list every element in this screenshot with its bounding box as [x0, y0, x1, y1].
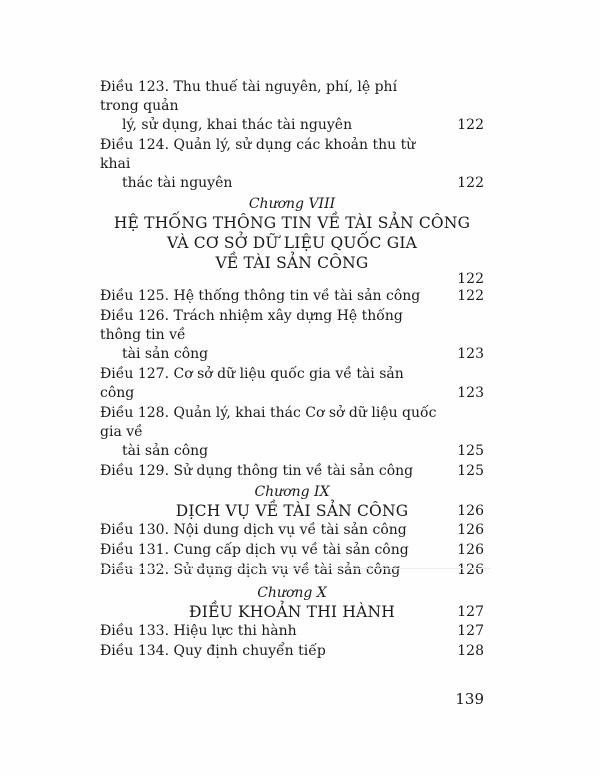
toc-entry-text: Điều 133. Hiệu lực thi hành	[100, 623, 297, 639]
chapter-x	[100, 584, 484, 622]
toc-page-number: 126	[457, 522, 484, 538]
chapter-title-line: DỊCH VỤ VỀ TÀI SẢN CÔNG	[175, 502, 409, 520]
toc-entry-133	[100, 622, 484, 641]
table-of-contents	[100, 78, 484, 662]
toc-page-number: 126	[457, 562, 484, 578]
toc-page-number: 127	[457, 604, 484, 620]
toc-page-number: 125	[457, 443, 484, 459]
toc-entry-text: Điều 126. Trách nhiệm xây dựng Hệ thống thông tin về	[100, 308, 403, 343]
toc-entry-text-cont: thác tài nguyên	[122, 175, 233, 191]
toc-entry-text-cont: lý, sử dụng, khai thác tài nguyên	[122, 117, 353, 133]
chapter-title-line: VỀ TÀI SẢN CÔNG	[215, 254, 369, 272]
toc-entry-text-cont: tài sản công	[122, 443, 209, 459]
toc-entry-132	[100, 561, 484, 580]
toc-page-number: 126	[457, 503, 484, 519]
toc-entry-131	[100, 541, 484, 560]
chapter-label: Chương X	[257, 585, 327, 601]
toc-page-number: 125	[457, 463, 484, 479]
chapter-title-line: HỆ THỐNG THÔNG TIN VỀ TÀI SẢN CÔNG	[113, 214, 471, 232]
toc-entry-text: Điều 130. Nội dung dịch vụ về tài sản công	[100, 522, 407, 538]
toc-entry-127	[100, 365, 484, 403]
toc-page-number: 128	[457, 643, 484, 659]
chapter-title-line: ĐIỀU KHOẢN THI HÀNH	[189, 603, 395, 621]
toc-entry-text: Điều 125. Hệ thống thông tin về tài sản công	[100, 288, 421, 304]
toc-entry-text: Điều 134. Quy định chuyển tiếp	[100, 643, 326, 659]
toc-entry-134	[100, 642, 484, 661]
toc-entry-text-cont: tài sản công	[122, 346, 209, 362]
toc-entry-text: Điều 124. Quản lý, sử dụng các khoản thu từ khai	[100, 137, 416, 172]
toc-entry-text: Điều 132. Sử dụng dịch vụ về tài sản công	[100, 562, 401, 578]
toc-page-number: 122	[457, 175, 484, 191]
toc-page-number: 122	[457, 117, 484, 133]
toc-entry-text: Điều 131. Cung cấp dịch vụ về tài sản công	[100, 542, 409, 558]
bleed-through-rule	[100, 568, 490, 569]
toc-entry-123	[100, 78, 484, 135]
toc-entry-128	[100, 404, 484, 461]
toc-page-number: 123	[457, 385, 484, 401]
toc-page-number: 122	[457, 288, 484, 304]
toc-entry-text: Điều 127. Cơ sở dữ liệu quốc gia về tài sản công	[100, 366, 404, 401]
chapter-label: Chương VIII	[248, 196, 336, 212]
toc-page-number: 127	[457, 623, 484, 639]
toc-entry-126	[100, 307, 484, 364]
toc-entry-129	[100, 462, 484, 481]
chapter-ix	[100, 483, 484, 521]
toc-entry-text: Điều 128. Quản lý, khai thác Cơ sở dữ liệu quốc gia về	[100, 405, 437, 440]
toc-entry-text: Điều 129. Sử dụng thông tin về tài sản công	[100, 463, 414, 479]
toc-page-number: 123	[457, 346, 484, 362]
toc-page-number: 122	[457, 271, 484, 287]
toc-page-number: 126	[457, 542, 484, 558]
chapter-title-line: VÀ CƠ SỞ DỮ LIỆU QUỐC GIA	[166, 234, 418, 252]
toc-entry-130	[100, 521, 484, 540]
chapter-label: Chương IX	[254, 484, 330, 500]
page-folio-number: 139	[455, 690, 484, 708]
toc-entry-124	[100, 136, 484, 193]
chapter-viii	[100, 195, 484, 287]
toc-entry-125	[100, 287, 484, 306]
toc-entry-text: Điều 123. Thu thuế tài nguyên, phí, lệ phí trong quản	[100, 79, 398, 114]
